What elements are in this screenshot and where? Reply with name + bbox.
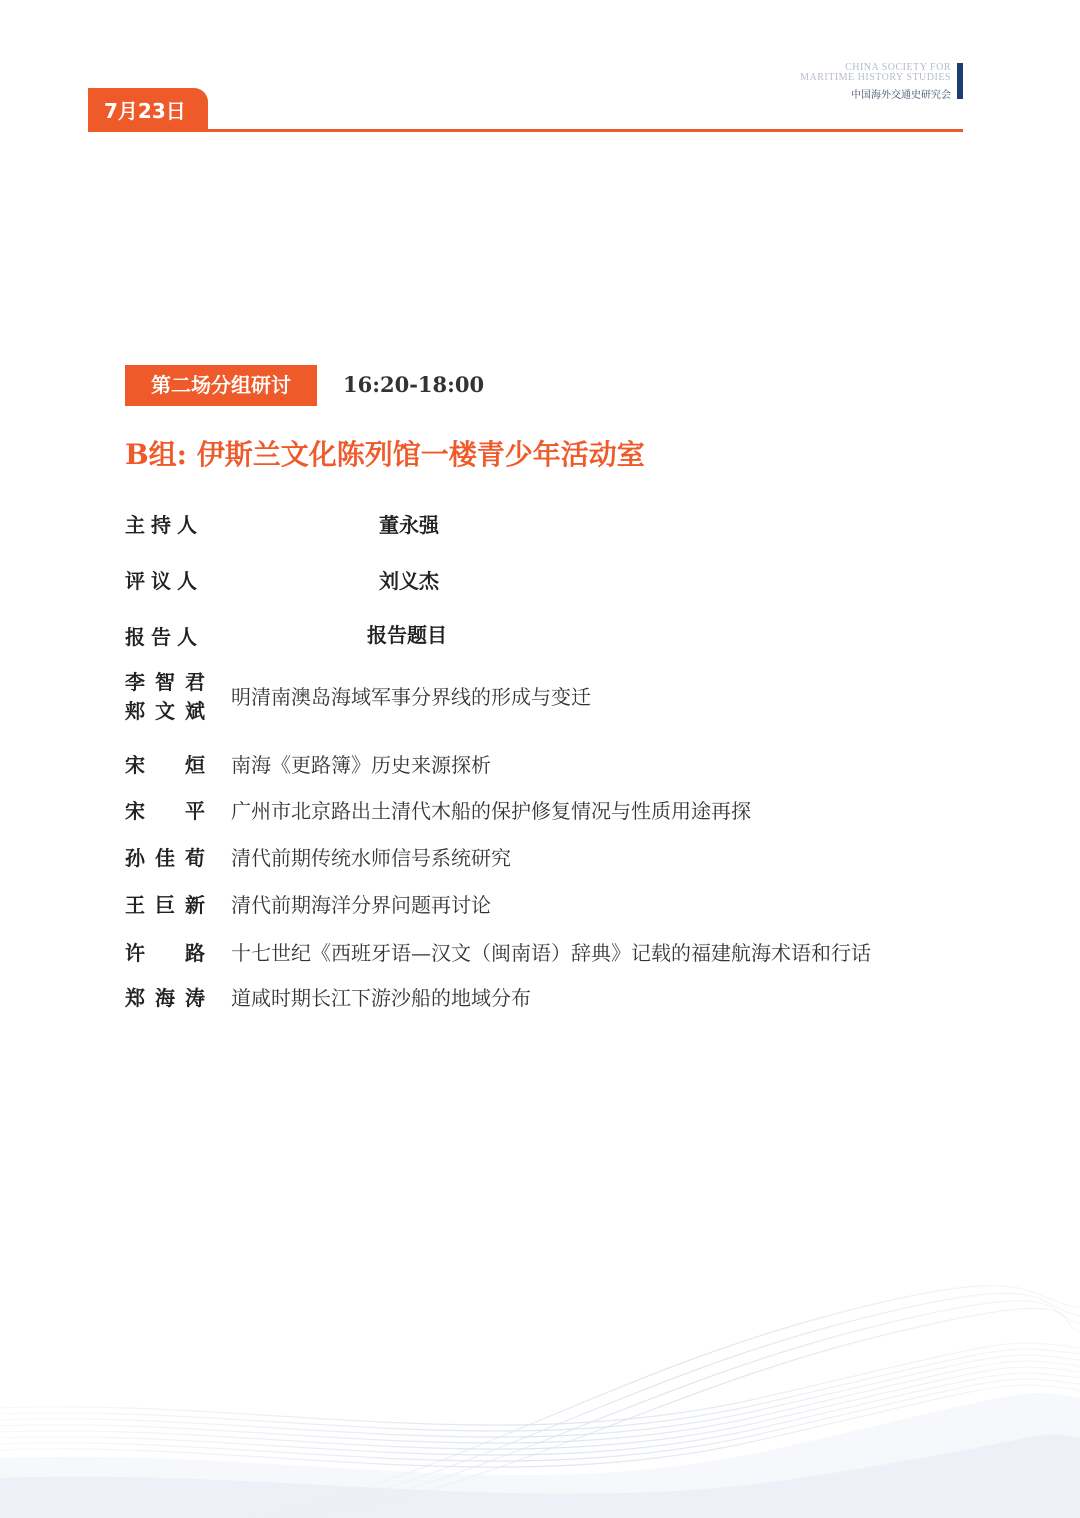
- speaker-names: [125, 844, 205, 873]
- reporter-label: 报告人: [125, 625, 203, 649]
- date-label: 7月23日: [104, 99, 186, 123]
- speaker-name: 宋 平: [125, 799, 205, 823]
- logo-bar: [957, 63, 963, 99]
- speaker-names: [125, 891, 205, 920]
- header-divider: [88, 129, 963, 132]
- speaker-name: 李智君: [125, 670, 205, 694]
- report-topic: 明清南澳岛海域军事分界线的形成与变迁: [231, 685, 591, 709]
- speaker-name: 孙佳荀: [125, 846, 205, 870]
- org-logo: [763, 63, 963, 101]
- speaker-name: 许 路: [125, 941, 205, 965]
- speaker-names: [125, 984, 205, 1013]
- report-topic: 道咸时期长江下游沙船的地域分布: [231, 986, 531, 1010]
- org-en-line1: CHINA SOCIETY FOR: [845, 62, 951, 73]
- session-time: 16:20-18:00: [343, 372, 485, 397]
- group-title: B组: 伊斯兰文化陈列馆一楼青少年活动室: [125, 438, 645, 471]
- report-topic: 清代前期传统水师信号系统研究: [231, 846, 511, 870]
- speaker-name: 宋 烜: [125, 753, 205, 777]
- org-en-line2: MARITIME HISTORY STUDIES: [800, 72, 951, 83]
- reviewer-label: 评议人: [125, 569, 203, 593]
- org-chinese-name: 中国海外交通史研究会: [851, 90, 951, 101]
- report-topic: 清代前期海洋分界问题再讨论: [231, 893, 491, 917]
- speaker-names: [125, 939, 205, 968]
- session-badge: 第二场分组研讨: [125, 365, 317, 406]
- host-label: 主持人: [125, 513, 203, 537]
- speaker-name: 郏文斌: [125, 699, 205, 723]
- report-topic: 十七世纪《西班牙语—汉文（闽南语）辞典》记载的福建航海术语和行话: [231, 941, 871, 965]
- report-topic: 广州市北京路出土清代木船的保护修复情况与性质用途再探: [231, 799, 751, 823]
- host-name: 董永强: [379, 513, 439, 537]
- speaker-name: 郑海涛: [125, 986, 205, 1010]
- date-tab: [88, 88, 208, 131]
- speaker-names: [125, 797, 205, 826]
- speaker-names: [125, 751, 205, 780]
- speaker-names: [125, 668, 205, 726]
- topic-header: 报告题目: [367, 623, 447, 647]
- speaker-name: 王巨新: [125, 893, 205, 917]
- reviewer-name: 刘义杰: [379, 569, 439, 593]
- org-english-name: [800, 63, 951, 83]
- report-topic: 南海《更路簿》历史来源探析: [231, 753, 491, 777]
- decorative-waves: [0, 1278, 1080, 1518]
